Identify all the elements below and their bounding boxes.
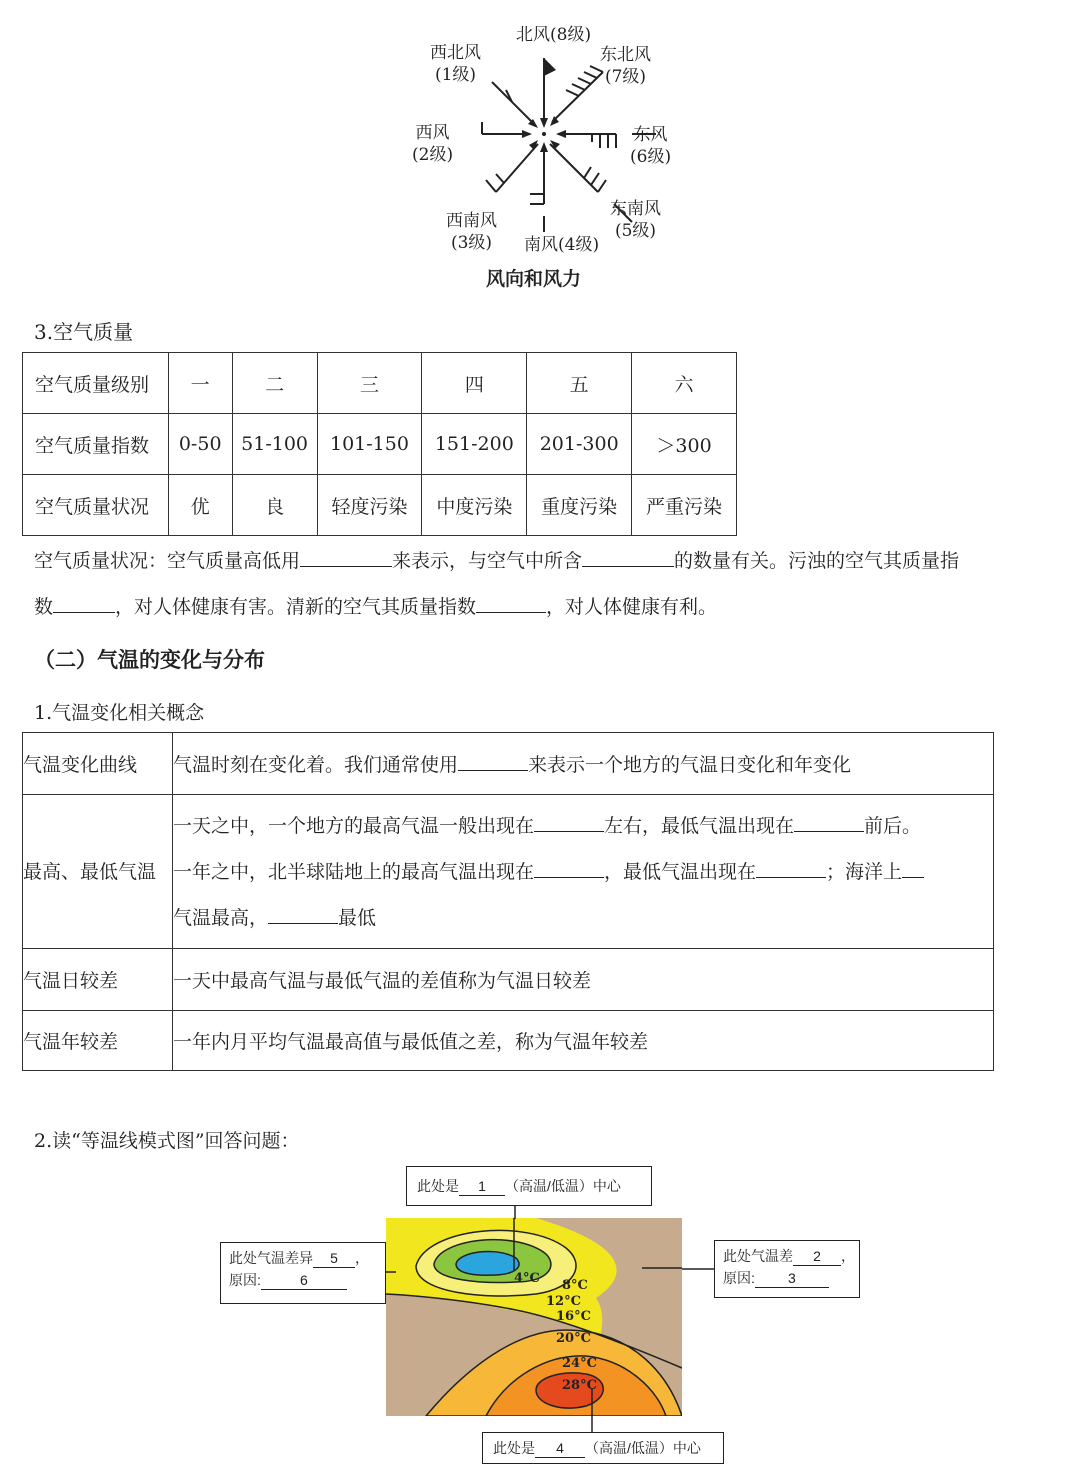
blank-3[interactable]: 3 [755,1273,829,1288]
wind-label-west: 西风 (2级) [412,123,454,165]
wind-label-east: 东风 (6级) [630,125,672,167]
wind-label-south: 南风(4级) [524,235,600,255]
isotherm-label-16: 16°C [556,1309,591,1324]
blank[interactable] [476,594,546,613]
isotherm-label-12: 12°C [546,1294,581,1309]
callout-bottom: 此处是 4 （高温/低温）中心 [482,1432,724,1464]
callout-right: 此处气温差 2 ， 原因: 3 [714,1240,860,1298]
blank-2[interactable]: 2 [793,1251,841,1266]
blank[interactable] [268,905,338,924]
table-cell: 二 [232,353,317,414]
wind-label-northwest: 西北风 (1级) [430,43,481,85]
row-label: 气温年较差 [23,1011,173,1071]
wind-figure-caption: 风向和风力 [486,268,582,290]
subsection-title-2: 2.读“等温线模式图”回答问题： [34,1130,300,1152]
air-quality-paragraph-line2: 数 ，对人体健康有害。清新的空气其质量指数 ，对人体健康有利。 [34,596,718,618]
table-cell: 0-50 [168,414,232,475]
table-row [23,414,737,475]
table-row [23,353,737,414]
wind-label-southwest: 西南风 (3级) [446,211,497,253]
blank[interactable] [582,548,674,567]
table-row [23,733,994,795]
table-cell: 51-100 [232,414,317,475]
table-row [23,795,994,949]
wind-label-northeast: 东北风 (7级) [600,45,651,87]
temperature-concepts-table [22,732,994,1071]
air-quality-heading: 3.空气质量 [34,320,134,344]
table-cell: 四 [422,353,527,414]
isotherm-label-8: 8°C [562,1278,588,1293]
blank[interactable] [458,752,528,771]
table-cell: 五 [527,353,632,414]
table-row [23,1011,994,1071]
row-label: 空气质量指数 [23,414,169,475]
blank[interactable] [534,859,604,878]
table-cell: 101-150 [317,414,422,475]
table-cell: 一天之中，一个地方的最高气温一般出现在 左右，最低气温出现在 前后。 一年之中，北半球陆地上的最高气温出现在 ，最低气温出现在 ；海洋上 气温最高， 最低 [173,795,994,949]
wind-label-southeast: 东南风 (5级) [610,199,661,241]
blank-6[interactable]: 6 [261,1275,347,1290]
blank-1[interactable]: 1 [459,1181,505,1196]
table-cell: 一年内月平均气温最高值与最低值之差，称为气温年较差 [173,1011,994,1071]
table-cell: 中度污染 [422,475,527,536]
row-label: 气温变化曲线 [23,733,173,795]
table-cell: 轻度污染 [317,475,422,536]
callout-top: 此处是 1 （高温/低温）中心 [406,1166,652,1206]
table-row [23,475,737,536]
blank[interactable] [902,859,924,878]
row-label: 空气质量状况 [23,475,169,536]
table-row [23,949,994,1011]
table-cell: 六 [632,353,737,414]
row-label: 最高、最低气温 [23,795,173,949]
table-cell: 优 [168,475,232,536]
blank[interactable] [756,859,826,878]
callout-left: 此处气温差异 5 ， 原因: 6 [220,1242,386,1304]
table-cell: 气温时刻在变化着。我们通常使用 来表示一个地方的气温日变化和年变化 [173,733,994,795]
table-cell: 一天中最高气温与最低气温的差值称为气温日较差 [173,949,994,1011]
air-quality-table [22,352,737,536]
table-cell: 严重污染 [632,475,737,536]
row-label: 气温日较差 [23,949,173,1011]
blank[interactable] [794,813,864,832]
subsection-title-1: 1.气温变化相关概念 [34,702,205,724]
isotherm-label-4: 4°C [514,1271,540,1286]
blank[interactable] [53,594,115,613]
table-cell: 良 [232,475,317,536]
table-cell: 三 [317,353,422,414]
wind-label-north: 北风(8级) [516,25,592,45]
isotherm-label-28: 28°C [562,1378,597,1393]
table-cell: 201-300 [527,414,632,475]
table-cell: 重度污染 [527,475,632,536]
isotherm-map [386,1218,682,1416]
air-quality-paragraph-line1: 空气质量状况：空气质量高低用 来表示，与空气中所含 的数量有关。污浊的空气其质量指 [34,550,960,572]
blank[interactable] [534,813,604,832]
blank-4[interactable]: 4 [535,1443,585,1458]
isotherm-label-24: 24°C [562,1356,597,1371]
row-label: 空气质量级别 [23,353,169,414]
isotherm-label-20: 20°C [556,1331,591,1346]
section-title: （二）气温的变化与分布 [34,648,265,672]
table-cell: 一 [168,353,232,414]
table-cell: 151-200 [422,414,527,475]
blank-5[interactable]: 5 [313,1253,355,1268]
table-cell: ＞300 [632,414,737,475]
blank[interactable] [300,548,392,567]
